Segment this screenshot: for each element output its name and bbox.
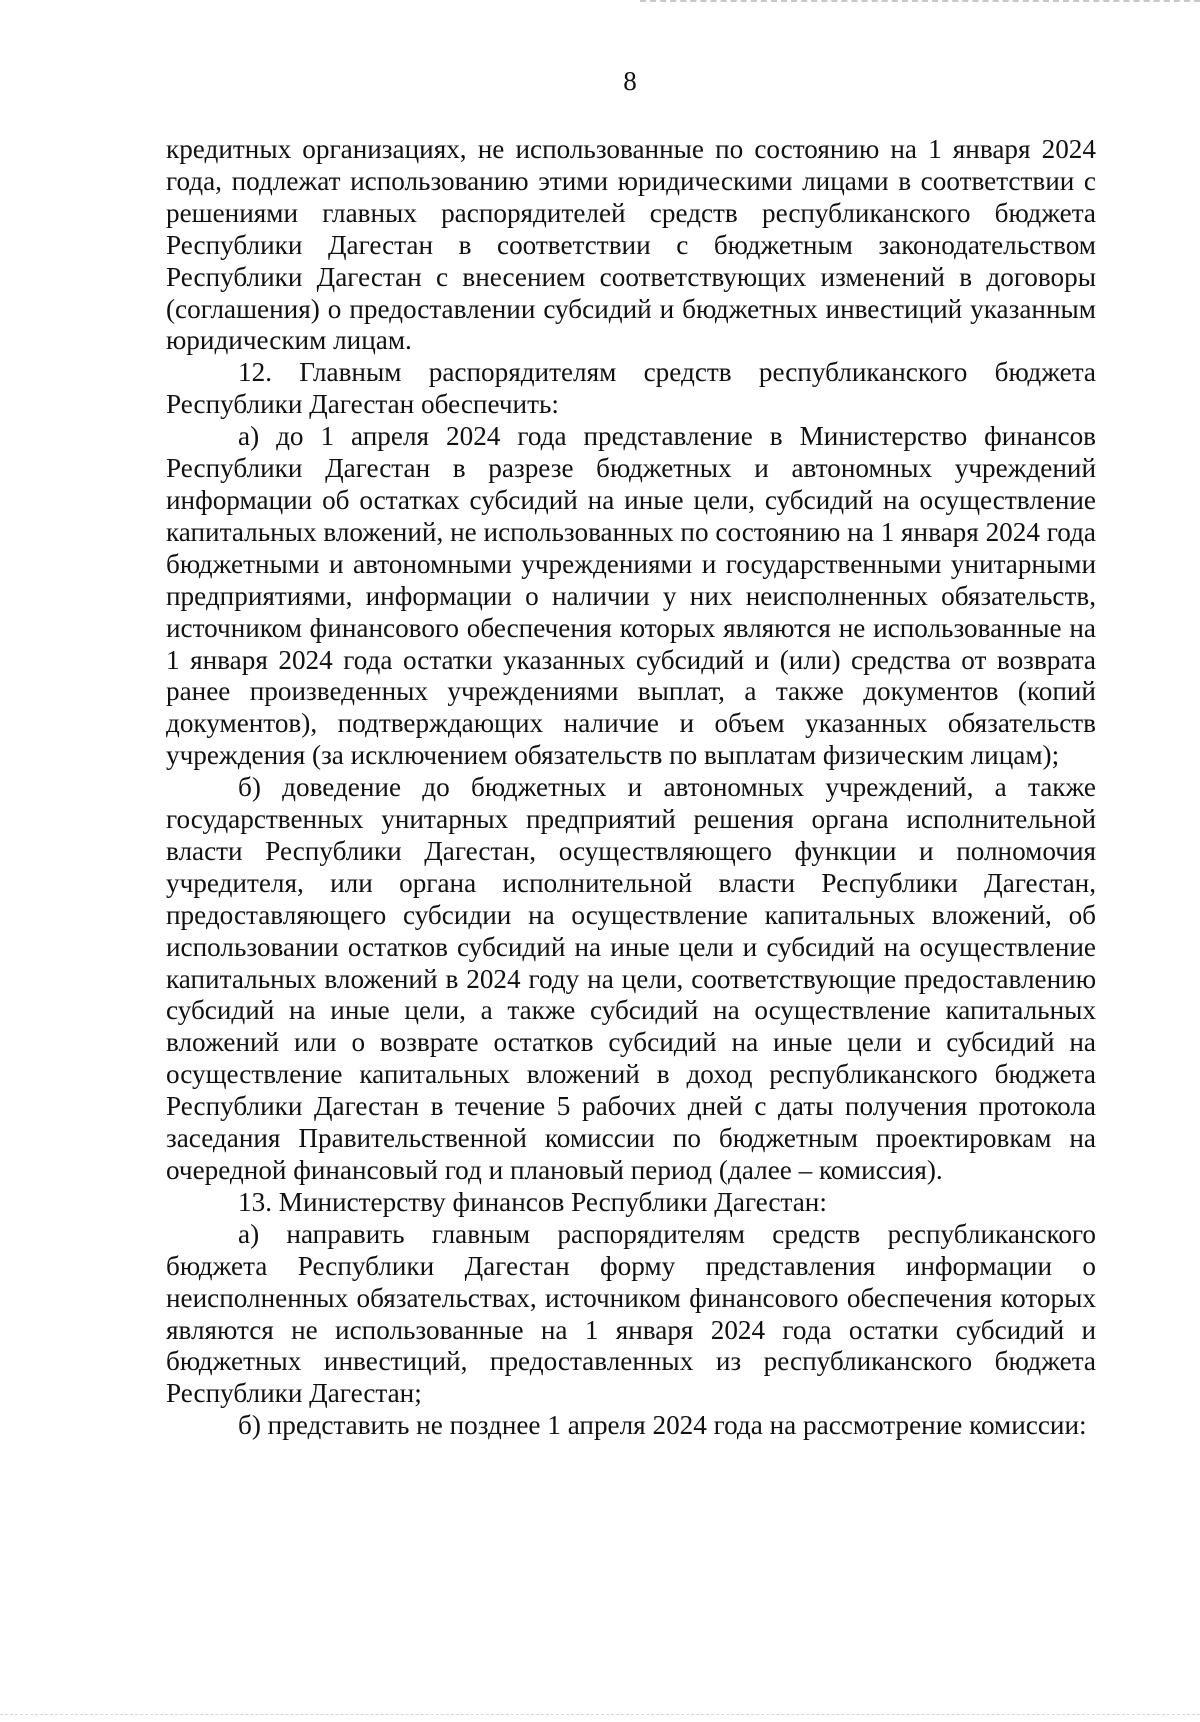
paragraph-item-13a: а) направить главным распорядителям средств республиканского бюджета Республики Дагестан форму представления информации о неисполненных обязательствах, источником финансового обеспечения которых являются не использованные на 1 января 2024 года остатки субсидий и бюджетных инвестиций, предоставленных из республиканского бюджета Республики Дагестан; (166, 1218, 1096, 1409)
paragraph-item-13: 13. Министерству финансов Республики Дагестан: (238, 1186, 827, 1217)
paragraph-item-12: 12. Главным распорядителям средств республиканского бюджета Республики Дагестан обеспечить: (166, 357, 1096, 420)
document-body (166, 134, 1096, 1442)
scan-edge-bottom (0, 1714, 1200, 1715)
scan-edge-top (640, 0, 1200, 2)
paragraph-item-12a: а) до 1 апреля 2024 года представление в Министерство финансов Республики Дагестан в разрезе бюджетных и автономных учреждений информации об остатках субсидий на иные цели, субсидий на осуществление капитальных вложений, не использованных по состоянию на 1 января 2024 года бюджетными и автономными учреждениями и государственными унитарными предприятиями, информации о наличии у них неисполненных обязательств, источником финансового обеспечения которых являются не использованные на 1 января 2024 года остатки указанных субсидий и (или) средства от возврата ранее произведенных учреждениями выплат, а также документов (копий документов), подтверждающих наличие и объем указанных обязательств учреждения (за исключением обязательств по выплатам физическим лицам); (166, 421, 1096, 771)
paragraph-item-12b: б) доведение до бюджетных и автономных учреждений, а также государственных унитарных предприятий решения органа исполнительной власти Республики Дагестан, осуществляющего функции и полномочия учредителя, или органа исполнительной власти Республики Дагестан, предоставляющего субсидии на осуществление капитальных вложений, об использовании остатков субсидий на иные цели и субсидий на осуществление капитальных вложений в 2024 году на цели, соответствующие предоставлению субсидий на иные цели, а также субсидий на осуществление капитальных вложений или о возврате остатков субсидий на иные цели и субсидий на осуществление капитальных вложений в доход республиканского бюджета Республики Дагестан в течение 5 рабочих дней с даты получения протокола заседания Правительственной комиссии по бюджетным проектировкам на очередной финансовый год и плановый период (далее – комиссия). (166, 772, 1096, 1185)
page-number: 8 (623, 66, 637, 96)
paragraph-item-13b: б) представить не позднее 1 апреля 2024 года на рассмотрение комиссии: (238, 1410, 1087, 1441)
paragraph-continuation: кредитных организациях, не использованные по состоянию на 1 января 2024 года, подлежат использованию этими юридическими лицами в соответствии с решениями главных распорядителей средств республиканского бюджета Республики Дагестан в соответствии с бюджетным законодательством Республики Дагестан с внесением соответствующих изменений в договоры (соглашения) о предоставлении субсидий и бюджетных инвестиций указанным юридическим лицам. (166, 134, 1096, 356)
